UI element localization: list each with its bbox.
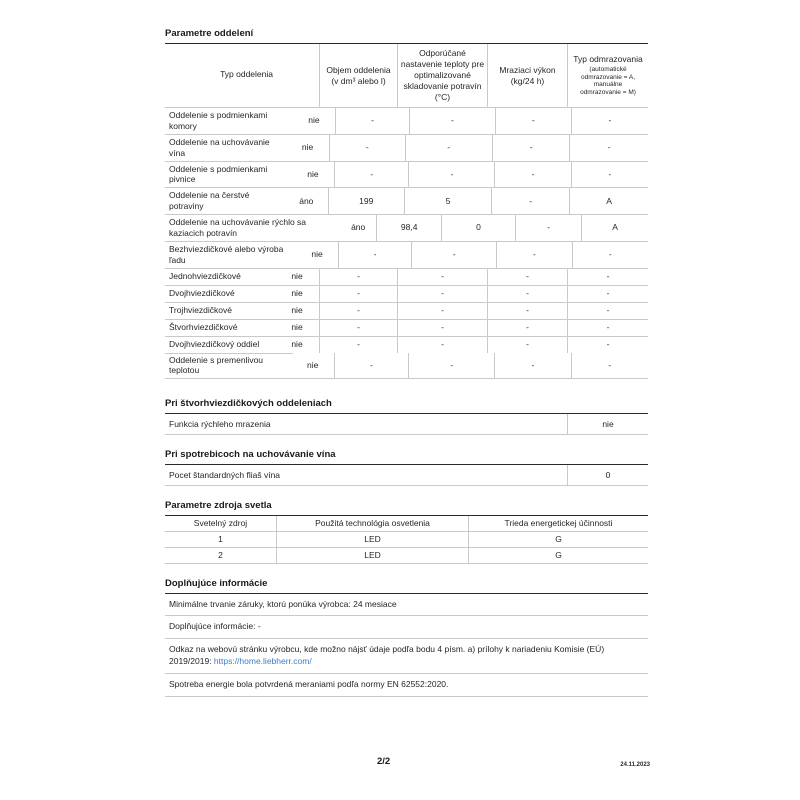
compartment-label: Bezhviezdičkové alebo výroba ľadu — [169, 243, 284, 265]
compartment-volume-value: - — [319, 286, 397, 302]
table-row — [165, 319, 648, 336]
compartment-temp-value: - — [409, 108, 495, 134]
fast-freeze-label: Funkcia rýchleho mrazenia — [169, 418, 271, 429]
table-row — [165, 547, 648, 563]
compartment-present-value: áno — [299, 195, 314, 206]
compartment-present-value: nie — [311, 249, 323, 260]
table-row — [165, 187, 648, 214]
additional-info-row: Doplňujúce informácie: - — [165, 616, 648, 639]
compartment-defrost-value: - — [567, 303, 648, 319]
compartment-present-value: nie — [307, 168, 319, 179]
warranty-info-row: Minimálne trvanie záruky, ktorú ponúka výrobca: 24 mesiace — [165, 594, 648, 617]
light-technology-value: LED — [276, 548, 468, 563]
compartment-freezing-value: - — [487, 303, 567, 319]
table-row — [165, 414, 648, 434]
compartment-volume-value: - — [334, 162, 408, 188]
compartment-defrost-value: - — [571, 162, 648, 188]
header-present-spacer — [275, 44, 319, 107]
compartment-temp-value: - — [408, 353, 494, 379]
compartment-volume-value: - — [319, 269, 397, 285]
compartment-temp-value: 0 — [441, 215, 515, 241]
compartment-temp-value: - — [411, 242, 496, 268]
compartment-freezing-value: - — [494, 162, 570, 188]
compartment-defrost-value: - — [567, 337, 648, 353]
light-class-value: G — [468, 548, 648, 563]
header-freezing-capacity: Mraziaci výkon (kg/24 h) — [487, 44, 567, 107]
light-header-row — [165, 516, 648, 531]
page-number: 2/2 — [377, 756, 391, 767]
compartment-defrost-value: A — [569, 188, 648, 214]
compartment-freezing-value: - — [487, 320, 567, 336]
light-header-source: Svetelný zdroj — [193, 518, 248, 529]
compartment-label: Trojhviezdičkové — [169, 305, 232, 316]
table-row — [165, 241, 648, 268]
fast-freeze-value: nie — [567, 414, 648, 434]
compartments-body — [165, 107, 648, 378]
table-row — [165, 336, 648, 353]
table-row — [165, 302, 648, 319]
compartment-label: Oddelenie s podmienkami komory — [169, 110, 268, 131]
header-defrost-title: Typ odmrazovania — [573, 53, 643, 64]
compartment-volume-value: - — [338, 242, 412, 268]
compartment-freezing-value: - — [491, 188, 569, 214]
compartment-volume-value: - — [335, 108, 409, 134]
compartment-present-value: áno — [351, 222, 366, 233]
table-row — [165, 353, 648, 379]
light-header-efficiency-class: Trieda energetickej účinnosti — [468, 516, 648, 531]
header-type-of-compartment: Typ oddelenia — [220, 69, 273, 80]
light-source-number: 1 — [218, 534, 223, 545]
table-row — [165, 268, 648, 285]
compartments-header-row — [165, 44, 648, 107]
manufacturer-website-link[interactable]: https://home.liebherr.com/ — [213, 656, 312, 667]
compartment-label: Jednohviezdičkové — [169, 271, 241, 282]
compartment-freezing-value: - — [487, 286, 567, 302]
light-header-technology: Použitá technológia osvetlenia — [276, 516, 468, 531]
compartment-label: Oddelenie s premenlivou teplotou — [169, 354, 264, 376]
compartment-temp-value: - — [397, 269, 487, 285]
compartment-temp-value: - — [408, 162, 494, 188]
table-row — [165, 465, 648, 485]
compartments-table — [165, 44, 648, 379]
light-source-body — [165, 531, 648, 562]
compartment-freezing-value: - — [487, 337, 567, 353]
compartment-volume-value: 98,4 — [376, 215, 440, 241]
compartment-temp-value: 5 — [404, 188, 492, 214]
compartment-temp-value: - — [405, 135, 492, 161]
compartment-label: Oddelenie na čerstvé potraviny — [169, 190, 250, 212]
compartment-volume-value: 199 — [328, 188, 404, 214]
compartment-defrost-value: - — [567, 320, 648, 336]
light-section-title: Parametre zdroja svetla — [165, 500, 648, 516]
compartment-defrost-value: A — [581, 215, 648, 241]
compartment-label: Oddelenie s podmienkami pivnice — [169, 163, 268, 185]
compartment-temp-value: - — [397, 337, 487, 353]
compartment-label: Štvorhviezdičkové — [169, 322, 238, 333]
compartment-present-value: nie — [301, 142, 314, 153]
compartment-present-value: nie — [291, 271, 303, 282]
footer-date: 24.11.2023 — [620, 762, 650, 768]
table-row — [165, 134, 648, 161]
compartment-temp-value: - — [397, 320, 487, 336]
wine-section-title: Pri spotrebicoch na uchovávanie vína — [165, 449, 648, 465]
compartment-defrost-value: - — [567, 286, 648, 302]
compartment-volume-value: - — [319, 337, 397, 353]
table-row — [165, 531, 648, 547]
compartments-section-title: Parametre oddelení — [165, 28, 648, 44]
wine-table — [165, 465, 648, 486]
header-temperature: Odporúčané nastavenie teploty pre optimalizované skladovanie potravín (°C) — [397, 44, 487, 107]
compartment-present-value: nie — [291, 339, 303, 350]
wine-bottles-label: Pocet štandardných fliaš vína — [169, 469, 281, 480]
info-section-title: Doplňujúce informácie — [165, 578, 648, 594]
table-row — [165, 285, 648, 302]
table-row — [165, 214, 648, 241]
compartment-defrost-value: - — [567, 269, 648, 285]
four-star-table — [165, 414, 648, 435]
four-star-section-title: Pri štvorhviezdičkových oddeleniach — [165, 398, 648, 414]
compartment-freezing-value: - — [494, 353, 570, 379]
compartment-defrost-value: - — [571, 353, 648, 379]
info-rows — [165, 594, 648, 697]
compartment-present-value: nie — [306, 359, 319, 370]
compartment-volume-value: - — [329, 135, 405, 161]
table-row — [165, 107, 648, 134]
header-defrost-type — [567, 44, 648, 107]
content-column — [165, 28, 648, 697]
compartment-freezing-value: - — [487, 269, 567, 285]
compartment-label: Dvojhviezdičkové — [169, 288, 235, 299]
header-volume: Objem oddelenia (v dm³ alebo l) — [319, 44, 397, 107]
compartment-freezing-value: - — [515, 215, 581, 241]
compartment-defrost-value: - — [572, 242, 648, 268]
compartment-present-value: nie — [291, 322, 303, 333]
header-defrost-note: (automatické odmrazovanie = A, manuálne odmrazovanie = M) — [580, 65, 636, 97]
compartment-present-value: nie — [291, 305, 303, 316]
manufacturer-link-row — [165, 639, 648, 674]
compartment-volume-value: - — [319, 320, 397, 336]
compartment-freezing-value: - — [492, 135, 570, 161]
compartment-label: Dvojhviezdičkový oddiel — [169, 339, 260, 350]
compartment-defrost-value: - — [569, 135, 648, 161]
light-source-table — [165, 516, 648, 563]
light-source-number: 2 — [218, 549, 223, 560]
light-technology-value: LED — [276, 532, 468, 547]
compartment-label: Oddelenie na uchovávanie rýchlo sa kaziacich potravín — [169, 217, 307, 238]
compartment-present-value: nie — [291, 288, 303, 299]
compartment-present-value: nie — [308, 115, 320, 126]
compartment-volume-value: - — [319, 303, 397, 319]
light-class-value: G — [468, 532, 648, 547]
compartment-freezing-value: - — [496, 242, 571, 268]
compartment-label: Oddelenie na uchovávanie vína — [169, 136, 270, 158]
wine-bottles-value: 0 — [567, 465, 648, 485]
compartment-defrost-value: - — [571, 108, 648, 134]
compartment-volume-value: - — [334, 353, 409, 379]
compartment-temp-value: - — [397, 303, 487, 319]
compartment-freezing-value: - — [495, 108, 571, 134]
table-row — [165, 161, 648, 188]
manufacturer-link-prefix: Odkaz na webovú stránku výrobcu, kde možno nájsť údaje podľa bodu 4 písm. a) prílohy k nariadeniu Komisie (EÚ) 2019/2019: — [169, 644, 605, 667]
compartment-temp-value: - — [397, 286, 487, 302]
energy-measurement-note-row: Spotreba energie bola potvrdená meraniami podľa normy EN 62552:2020. — [165, 674, 648, 697]
